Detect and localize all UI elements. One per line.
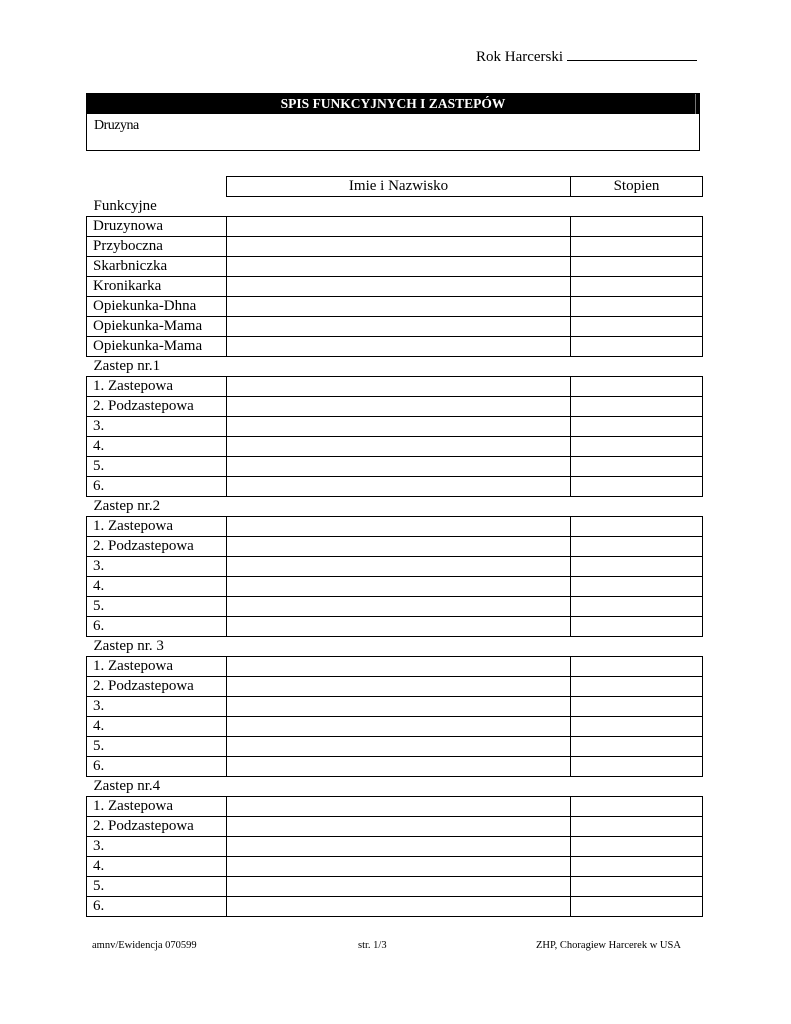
rok-harcerski-label: Rok Harcerski [476,49,564,65]
section-header-row [87,637,703,657]
name-cell[interactable] [227,697,571,717]
role-label: 1. Zastepowa [87,797,227,817]
rank-cell[interactable] [571,737,703,757]
name-cell[interactable] [227,717,571,737]
role-label: 6. [87,897,227,917]
name-cell[interactable] [227,897,571,917]
name-cell[interactable] [227,417,571,437]
rank-cell[interactable] [571,817,703,837]
role-label: 3. [87,837,227,857]
column-header-spacer [87,177,227,197]
role-label: 4. [87,857,227,877]
section-header-row [87,197,703,217]
name-cell[interactable] [227,257,571,277]
rank-cell[interactable] [571,537,703,557]
table-row [87,277,703,297]
footer-right: ZHP, Choragiew Harcerek w USA [536,940,681,951]
role-label: 3. [87,697,227,717]
section-header-row [87,777,703,797]
role-label: 2. Podzastepowa [87,817,227,837]
table-row [87,817,703,837]
section-label: Zastep nr.1 [93,358,161,374]
name-cell[interactable] [227,617,571,637]
name-cell[interactable] [227,517,571,537]
table-row [87,877,703,897]
rank-cell[interactable] [571,557,703,577]
role-label: Kronikarka [87,277,227,297]
table-row [87,537,703,557]
table-row [87,577,703,597]
table-row [87,457,703,477]
rok-harcerski [476,48,697,66]
page-title: SPIS FUNKCYJNYCH I ZASTEPÓW [280,96,506,111]
table-row [87,837,703,857]
rank-cell[interactable] [571,797,703,817]
table-row [87,737,703,757]
column-header-name: Imie i Nazwisko [227,177,571,197]
table-row [87,757,703,777]
role-label: 5. [87,597,227,617]
role-label: Opiekunka-Dhna [87,297,227,317]
table-row [87,517,703,537]
role-label: 2. Podzastepowa [87,677,227,697]
role-label: 5. [87,457,227,477]
column-header-rank: Stopien [571,177,703,197]
table-row [87,697,703,717]
name-cell[interactable] [227,677,571,697]
role-label: Skarbniczka [87,257,227,277]
name-cell[interactable] [227,457,571,477]
rank-cell[interactable] [571,837,703,857]
name-cell[interactable] [227,317,571,337]
rank-cell[interactable] [571,417,703,437]
role-label: 2. Podzastepowa [87,397,227,417]
rank-cell[interactable] [571,237,703,257]
table-row [87,597,703,617]
table-row [87,677,703,697]
rank-cell[interactable] [571,677,703,697]
table-row [87,337,703,357]
table-row [87,317,703,337]
table-row [87,417,703,437]
rank-cell[interactable] [571,617,703,637]
name-cell[interactable] [227,597,571,617]
table-row [87,857,703,877]
name-cell[interactable] [227,817,571,837]
name-cell[interactable] [227,437,571,457]
table-row [87,617,703,637]
table-row [87,657,703,677]
table-row [87,897,703,917]
rank-cell[interactable] [571,697,703,717]
rank-cell[interactable] [571,877,703,897]
name-cell[interactable] [227,757,571,777]
role-label: Przyboczna [87,237,227,257]
name-cell[interactable] [227,877,571,897]
section-header-row [87,497,703,517]
roster-table [86,176,703,917]
name-cell[interactable] [227,857,571,877]
role-label: 3. [87,417,227,437]
table-row [87,717,703,737]
name-cell[interactable] [227,657,571,677]
role-label: 2. Podzastepowa [87,537,227,557]
table-row [87,377,703,397]
role-label: 6. [87,757,227,777]
druzyna-label: Druzyna [94,118,139,133]
rok-harcerski-blank-line [567,48,697,61]
role-label: 1. Zastepowa [87,517,227,537]
table-row [87,437,703,457]
section-label: Zastep nr.4 [93,778,161,794]
name-cell[interactable] [227,377,571,397]
name-cell[interactable] [227,297,571,317]
footer-left: amnv/Ewidencja 070599 [92,940,197,951]
section-label: Zastep nr. 3 [93,638,164,654]
section-header-row [87,357,703,377]
header-title-bar [87,94,699,114]
rank-cell[interactable] [571,397,703,417]
section-label: Zastep nr.2 [93,498,161,514]
name-cell[interactable] [227,217,571,237]
table-row [87,557,703,577]
rank-cell[interactable] [571,257,703,277]
name-cell[interactable] [227,397,571,417]
table-row [87,397,703,417]
rank-cell[interactable] [571,657,703,677]
role-label: 5. [87,737,227,757]
rank-cell[interactable] [571,317,703,337]
role-label: 5. [87,877,227,897]
header-bar-divider [695,94,696,114]
name-cell[interactable] [227,537,571,557]
name-cell[interactable] [227,837,571,857]
rank-cell[interactable] [571,377,703,397]
table-row [87,257,703,277]
name-cell[interactable] [227,557,571,577]
section-label: Funkcyjne [93,198,157,214]
table-row [87,797,703,817]
name-cell[interactable] [227,797,571,817]
table-row [87,237,703,257]
name-cell[interactable] [227,577,571,597]
rank-cell[interactable] [571,897,703,917]
name-cell[interactable] [227,277,571,297]
rank-cell[interactable] [571,517,703,537]
role-label: 1. Zastepowa [87,657,227,677]
rank-cell[interactable] [571,717,703,737]
rank-cell[interactable] [571,277,703,297]
role-label: Opiekunka-Mama [87,337,227,357]
role-label: 3. [87,557,227,577]
name-cell[interactable] [227,477,571,497]
rank-cell[interactable] [571,577,703,597]
role-label: 1. Zastepowa [87,377,227,397]
rank-cell[interactable] [571,297,703,317]
table-row [87,297,703,317]
table-row [87,477,703,497]
role-label: Opiekunka-Mama [87,317,227,337]
rank-cell[interactable] [571,217,703,237]
role-label: 6. [87,617,227,637]
column-header-row [87,177,703,197]
name-cell[interactable] [227,237,571,257]
rank-cell[interactable] [571,457,703,477]
footer-page-number: str. 1/3 [358,940,387,951]
name-cell[interactable] [227,737,571,757]
role-label: 4. [87,437,227,457]
role-label: 4. [87,577,227,597]
role-label: Druzynowa [87,217,227,237]
role-label: 6. [87,477,227,497]
rank-cell[interactable] [571,477,703,497]
header-box [86,93,700,151]
rank-cell[interactable] [571,437,703,457]
role-label: 4. [87,717,227,737]
rank-cell[interactable] [571,597,703,617]
rank-cell[interactable] [571,857,703,877]
name-cell[interactable] [227,337,571,357]
table-row [87,217,703,237]
rank-cell[interactable] [571,337,703,357]
rank-cell[interactable] [571,757,703,777]
